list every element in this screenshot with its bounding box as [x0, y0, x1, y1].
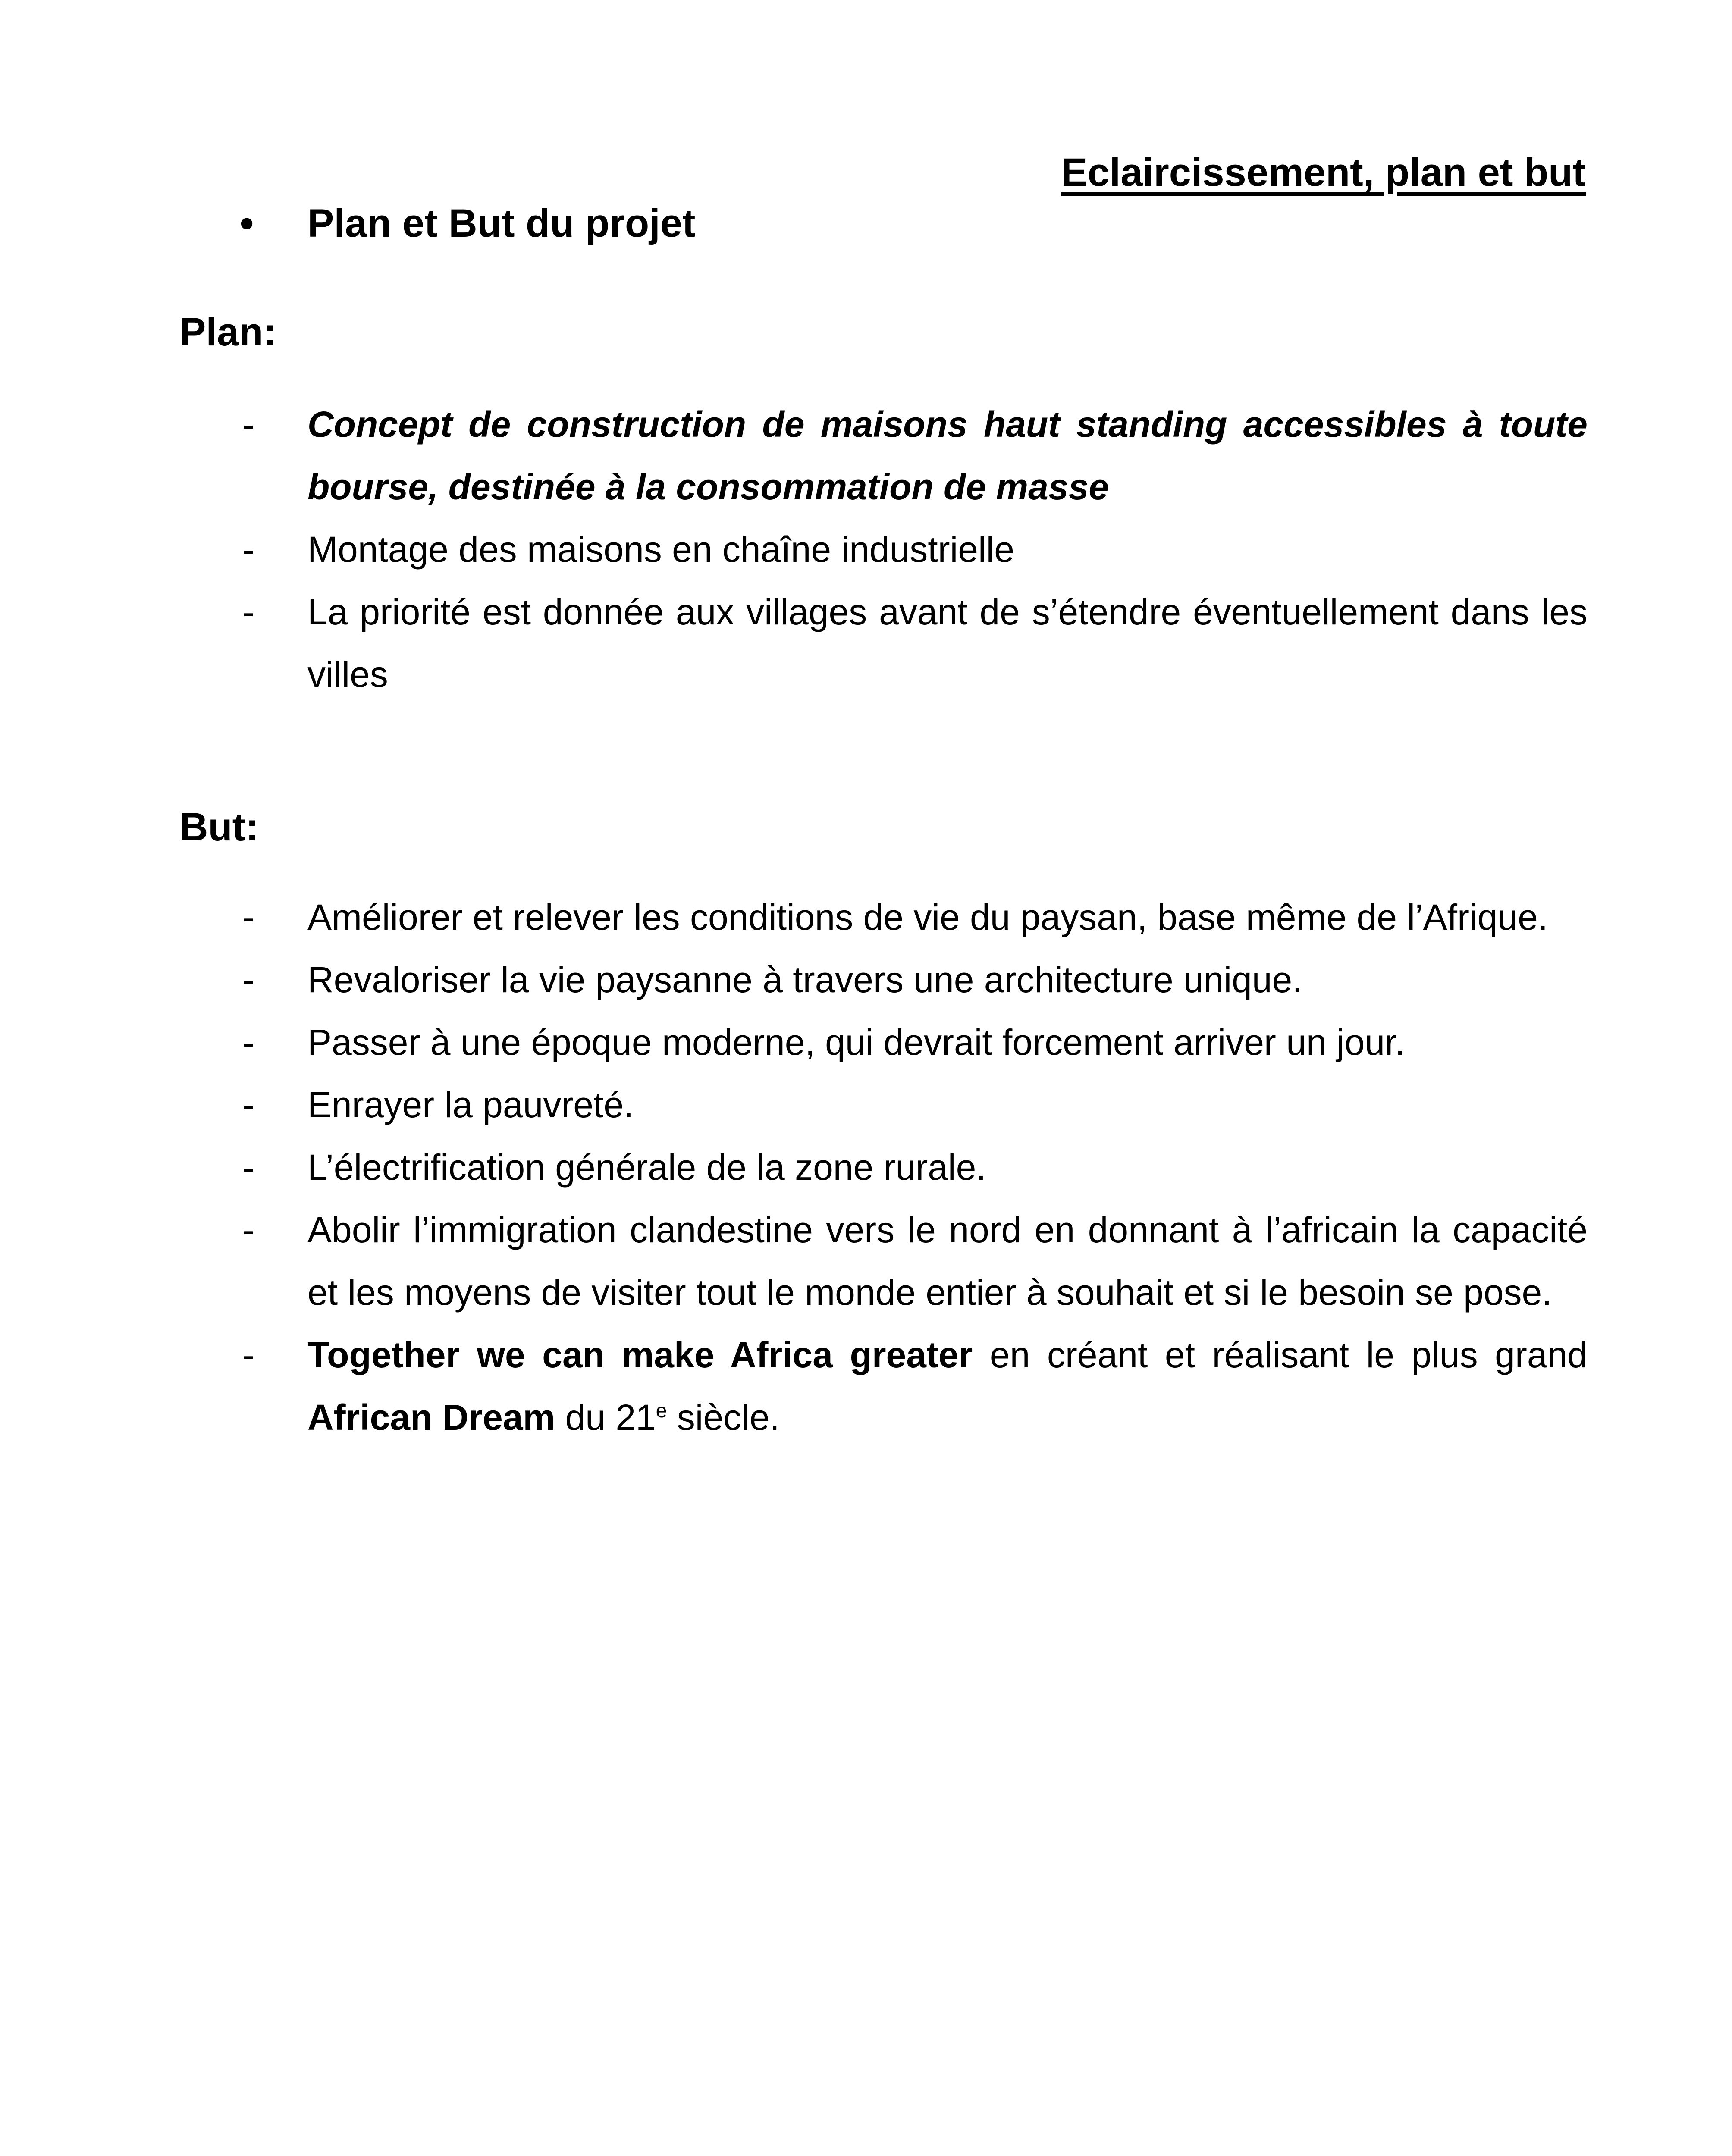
but-item — [179, 1074, 1588, 1136]
but-list — [179, 886, 1588, 1449]
plan-item-text: La priorité est donnée aux villages avant de s’étendre éventuellement dans les villes — [307, 592, 1588, 695]
plan-item — [179, 518, 1588, 581]
section-title: Plan et But du projet — [307, 201, 696, 245]
dash-marker: - — [242, 592, 254, 632]
dash-marker: - — [242, 1335, 254, 1375]
ordinal-superscript: e — [656, 1399, 667, 1422]
but-item — [179, 1136, 1588, 1199]
dash-marker: - — [242, 1022, 254, 1062]
dash-marker: - — [242, 1210, 254, 1250]
plan-item — [179, 581, 1588, 706]
but-item-text: Améliorer et relever les conditions de vie du paysan, base même de l’Afrique. — [307, 897, 1548, 937]
plan-item — [179, 393, 1588, 518]
but-item — [179, 1324, 1588, 1449]
dash-marker: - — [242, 529, 254, 570]
slogan-bold: Together we can make Africa greater — [307, 1335, 973, 1375]
but-item-text: Abolir l’immigration clandestine vers le nord en donnant à l’africain la capacité et les moyens de visiter tout le monde entier à souhait et si le besoin se pose. — [307, 1210, 1588, 1313]
text-run: siècle. — [667, 1397, 780, 1438]
but-item-text: L’électrification générale de la zone rurale. — [307, 1147, 986, 1188]
text-run: du 21 — [555, 1397, 656, 1438]
dash-marker: - — [242, 1147, 254, 1188]
dash-marker: - — [242, 959, 254, 1000]
but-item — [179, 1011, 1588, 1074]
bullet-icon: • — [240, 201, 254, 245]
but-item — [179, 886, 1588, 949]
plan-list — [179, 393, 1588, 706]
plan-heading: Plan: — [179, 310, 276, 354]
african-dream-bold: African Dream — [307, 1397, 555, 1438]
but-item — [179, 1199, 1588, 1324]
but-item-text: Revaloriser la vie paysanne à travers une architecture unique. — [307, 959, 1302, 1000]
but-item — [179, 949, 1588, 1011]
dash-marker: - — [242, 404, 254, 445]
dash-marker: - — [242, 1084, 254, 1125]
dash-marker: - — [242, 897, 254, 937]
page-header-title: Eclaircissement, plan et but — [1061, 150, 1586, 194]
but-item-text: Enrayer la pauvreté. — [307, 1084, 634, 1125]
but-item-text — [307, 1324, 1588, 1449]
but-heading: But: — [179, 805, 259, 849]
but-item-text: Passer à une époque moderne, qui devrait forcement arriver un jour. — [307, 1022, 1405, 1062]
plan-item-text: Concept de construction de maisons haut standing accessibles à toute bourse, destinée à la consommation de masse — [307, 404, 1588, 507]
text-run: en créant et réalisant le plus grand — [973, 1335, 1588, 1375]
plan-item-text: Montage des maisons en chaîne industrielle — [307, 529, 1014, 570]
